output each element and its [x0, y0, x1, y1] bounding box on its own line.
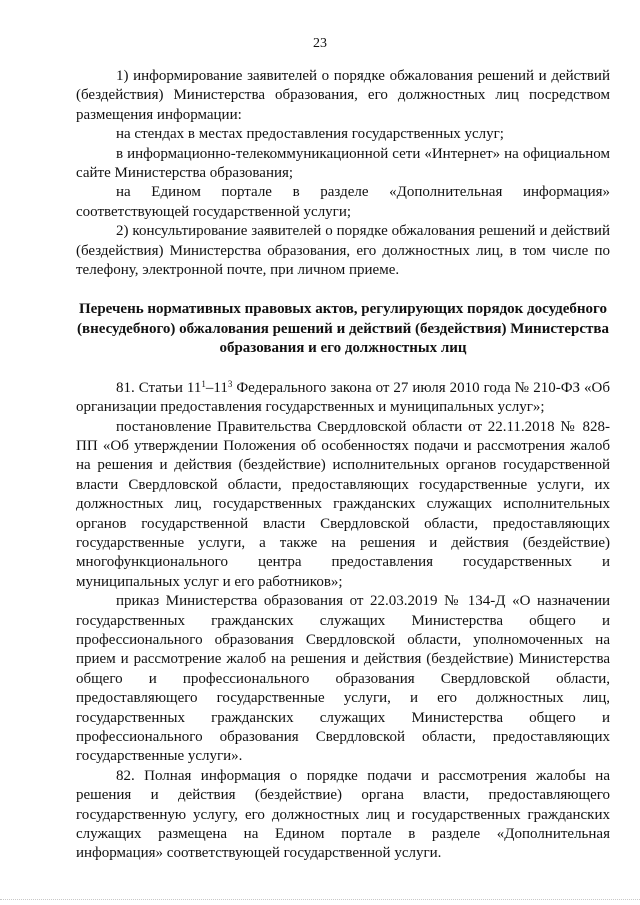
item81-suffix: Федерального закона от 27 июля 2010 года № 210-ФЗ «Об организации предоставления государственных и муниципальных услуг»;	[76, 379, 610, 416]
item81-sup1: 1	[201, 378, 206, 389]
paragraph-item-2: 2) консультирование заявителей о порядке обжалования решений и действий (бездействия) Министерства образования, его должностных лиц, в том числе по телефону, электронной почте, при личном приеме.	[76, 223, 610, 279]
paragraph-item-81	[76, 379, 610, 418]
item81-sup2: 3	[227, 378, 233, 389]
bottom-dotted-line	[0, 899, 640, 901]
paragraph-internet: в информационно-телекоммуникационной сети «Интернет» на официальном сайте Министерства образования;	[76, 145, 610, 182]
paragraph-portal: на Едином портале в разделе «Дополнительная информация» соответствующей государственной услуги;	[76, 184, 610, 220]
item81-prefix: 81. Статьи 11	[116, 379, 202, 396]
page-number: 23	[313, 36, 327, 51]
item81-dash: –11	[205, 379, 228, 396]
paragraph-item-1: 1) информирование заявителей о порядке обжалования решений и действий (бездействия) Министерства образования, его должностных лиц посредством размещения информации:	[76, 68, 610, 123]
document-body	[76, 67, 610, 864]
paragraph-resolution: постановление Правительства Свердловской области от 22.11.2018 № 828-ПП «Об утверждении Положения об особенностях подачи и рассмотрения жалоб на решения и действия (бездействие) исполнительных органов государственной власти Свердловской области, предоставляющих государственные услуги, их должностных лиц, государственных гражданских служащих исполнительных органов государственной власти Свердловской области, предоставляющих государственные услуги, а также на решения и действия (бездействие) многофункционального центра предоставления государственных и муниципальных услуг и его работников»;	[76, 418, 610, 590]
section-heading: Перечень нормативных правовых актов, регулирующих порядок досудебного (внесудебного) обжалования решений и действий (бездействия) Министерства образования и его должностных лиц	[76, 301, 609, 357]
paragraph-item-82: 82. Полная информация о порядке подачи и рассмотрения жалобы на решения и действия (бездействие) органа власти, предоставляющего государственную услугу, его должностных лиц и государственных гражданских служащих размещена на Едином портале в разделе «Дополнительная информация» соответствующей государственной услуги.	[76, 767, 610, 862]
paragraph-stands: на стендах в местах предоставления государственных услуг;	[116, 126, 504, 143]
paragraph-order: приказ Министерства образования от 22.03.2019 № 134-Д «О назначении государственных гражданских служащих Министерства общего и профессионального образования Свердловской области, уполномоченных на прием и рассмотрение жалоб на решения и действия (бездействие) Министерства общего и профессионального образования Свердловской области, предоставляющего государственные услуги, и его должностных лиц, государственных гражданских служащих Министерства общего и профессионального образования Свердловской области, предоставляющих государственные услуги».	[76, 593, 610, 765]
